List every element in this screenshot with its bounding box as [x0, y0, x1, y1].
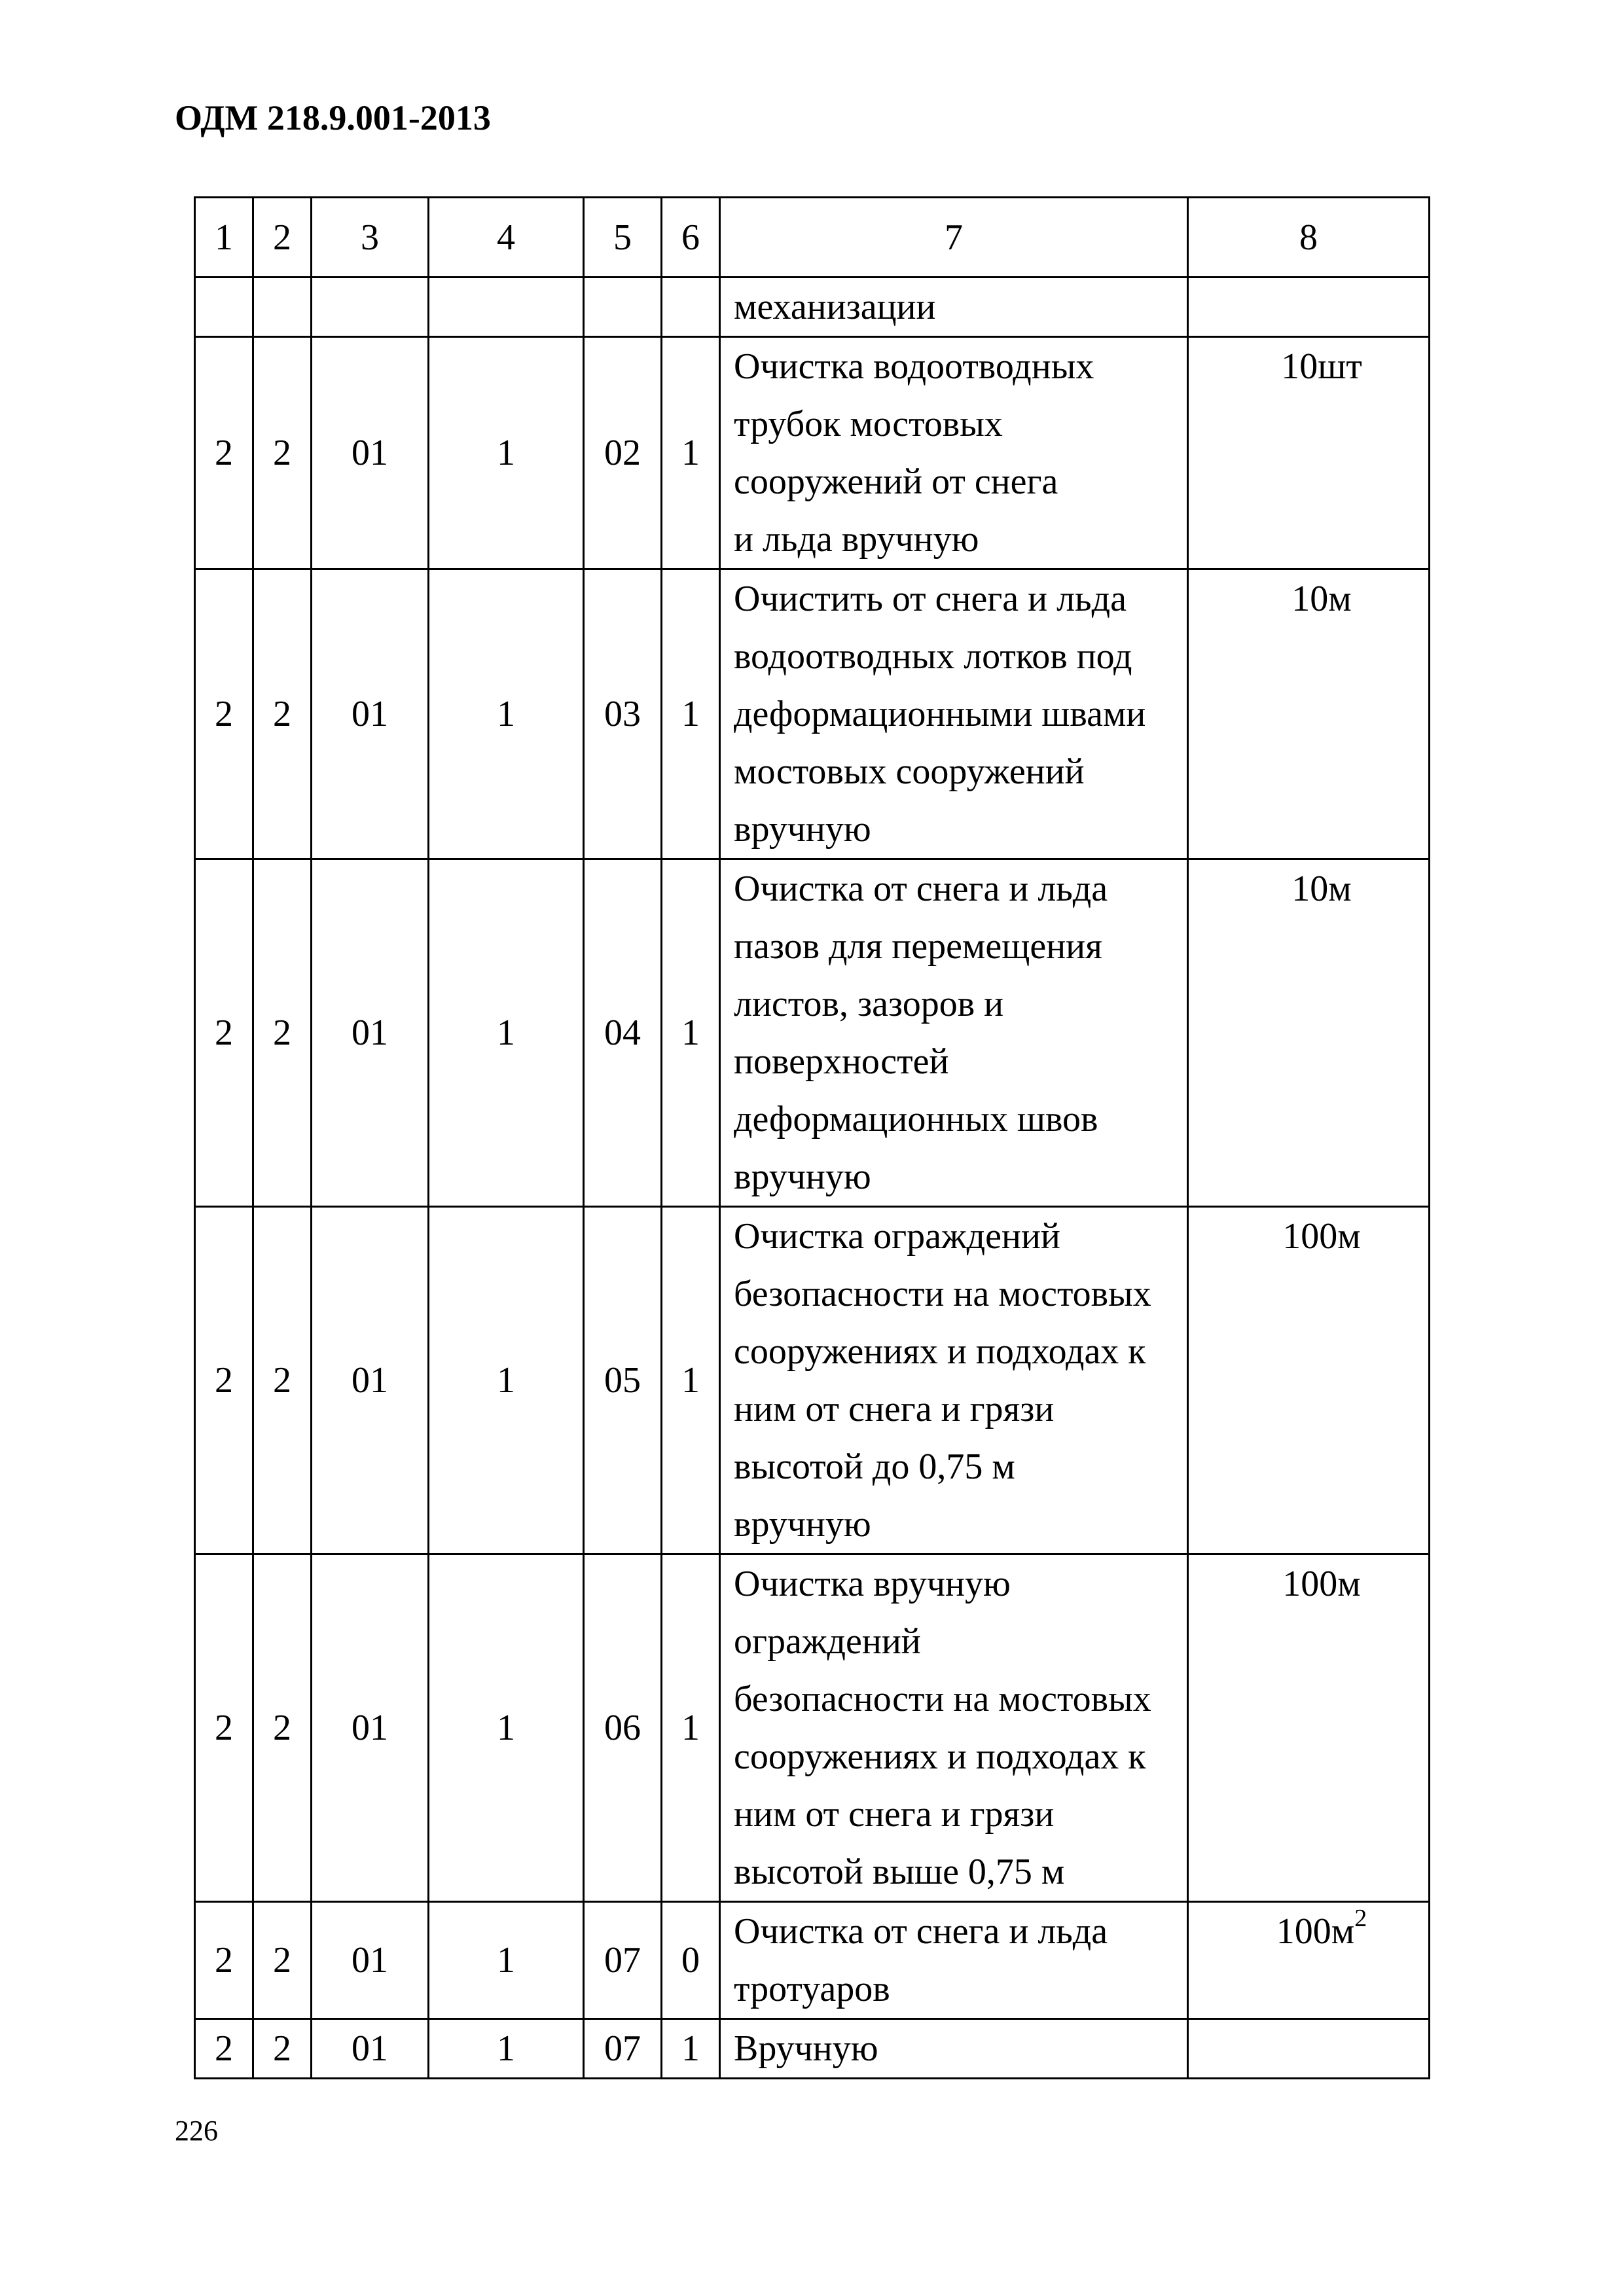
code-cell: 1	[662, 1554, 720, 1902]
code-cell: 05	[584, 1207, 662, 1554]
code-cell: 2	[195, 569, 253, 859]
page-number: 226	[175, 2115, 218, 2147]
description-line: высотой до 0,75 м	[734, 1446, 1015, 1487]
code-cell: 2	[253, 859, 312, 1207]
document-code: ОДМ 218.9.001-2013	[175, 98, 491, 137]
code-cell: 1	[429, 859, 584, 1207]
column-header: 5	[584, 198, 662, 278]
description-line: Очистка ограждений	[734, 1216, 1060, 1257]
description-line: механизации	[734, 287, 936, 327]
code-cell: 2	[195, 337, 253, 569]
code-cell: 1	[429, 1207, 584, 1554]
code-cell: 01	[312, 569, 429, 859]
column-header: 3	[312, 198, 429, 278]
description-line: мостовых сооружений	[734, 751, 1085, 792]
unit-cell	[1188, 278, 1430, 337]
code-cell: 01	[312, 1902, 429, 2019]
code-cell: 07	[584, 1902, 662, 2019]
code-cell: 04	[584, 859, 662, 1207]
table-row	[195, 859, 1430, 1207]
work-description-cell	[720, 2019, 1188, 2079]
unit-cell	[1188, 2019, 1430, 2079]
description-line: вручную	[734, 1504, 871, 1545]
code-cell: 1	[429, 2019, 584, 2079]
code-cell: 03	[584, 569, 662, 859]
description-line: высотой выше 0,75 м	[734, 1852, 1065, 1892]
work-description-cell	[720, 278, 1188, 337]
code-cell: 07	[584, 2019, 662, 2079]
column-header: 6	[662, 198, 720, 278]
unit-value: 100м	[1282, 1564, 1361, 1604]
description-line: вручную	[734, 1157, 871, 1197]
work-description-cell	[720, 1207, 1188, 1554]
description-line: ним от снега и грязи	[734, 1794, 1055, 1835]
description-line: Очистка от снега и льда	[734, 869, 1108, 909]
code-cell: 2	[195, 1902, 253, 2019]
work-description-cell	[720, 1554, 1188, 1902]
unit-value: 10м	[1291, 579, 1352, 619]
code-cell: 0	[662, 1902, 720, 2019]
code-cell: 1	[429, 569, 584, 859]
column-header: 8	[1188, 198, 1430, 278]
code-cell: 2	[195, 1207, 253, 1554]
code-cell: 1	[662, 859, 720, 1207]
code-cell: 2	[253, 2019, 312, 2079]
table-row	[195, 278, 1430, 337]
unit-cell	[1188, 569, 1430, 859]
code-cell: 02	[584, 337, 662, 569]
code-cell: 01	[312, 1554, 429, 1902]
code-cell	[429, 278, 584, 337]
description-line: деформационными швами	[734, 694, 1146, 734]
unit-cell	[1188, 859, 1430, 1207]
work-items-table	[194, 196, 1430, 2079]
description-line: пазов для перемещения	[734, 926, 1102, 967]
description-line: безопасности на мостовых	[734, 1679, 1151, 1719]
table-row	[195, 1554, 1430, 1902]
code-cell: 1	[429, 337, 584, 569]
work-description-cell	[720, 569, 1188, 859]
unit-cell	[1188, 1554, 1430, 1902]
description-line: тротуаров	[734, 1969, 890, 2009]
unit-cell	[1188, 1207, 1430, 1554]
column-header: 4	[429, 198, 584, 278]
table-row	[195, 1902, 1430, 2019]
description-line: ограждений	[734, 1621, 921, 1662]
code-cell: 2	[195, 1554, 253, 1902]
description-line: безопасности на мостовых	[734, 1274, 1151, 1314]
description-line: Очистка от снега и льда	[734, 1911, 1108, 1952]
description-line: сооружений от снега	[734, 461, 1058, 502]
unit-value: 10м	[1291, 869, 1352, 909]
code-cell: 1	[662, 569, 720, 859]
code-cell: 2	[195, 2019, 253, 2079]
unit-value: 10шт	[1281, 346, 1362, 387]
code-cell: 01	[312, 859, 429, 1207]
code-cell: 2	[195, 859, 253, 1207]
column-header: 2	[253, 198, 312, 278]
unit-cell	[1188, 1902, 1430, 2019]
code-cell: 01	[312, 1207, 429, 1554]
code-cell: 06	[584, 1554, 662, 1902]
description-line: поверхностей	[734, 1041, 949, 1082]
code-cell: 1	[662, 1207, 720, 1554]
table-row	[195, 569, 1430, 859]
code-cell	[253, 278, 312, 337]
description-line: сооружениях и подходах к	[734, 1331, 1146, 1372]
code-cell: 2	[253, 337, 312, 569]
work-description-cell	[720, 337, 1188, 569]
description-line: Вручную	[734, 2028, 878, 2069]
table-row	[195, 1207, 1430, 1554]
code-cell: 2	[253, 1902, 312, 2019]
description-line: Очистка вручную	[734, 1564, 1011, 1604]
work-description-cell	[720, 859, 1188, 1207]
code-cell	[312, 278, 429, 337]
unit-superscript: 2	[1354, 1905, 1367, 1933]
code-cell	[662, 278, 720, 337]
code-cell: 2	[253, 1207, 312, 1554]
description-line: трубок мостовых	[734, 404, 1003, 444]
code-cell: 1	[429, 1554, 584, 1902]
code-cell: 2	[253, 569, 312, 859]
description-line: вручную	[734, 809, 871, 850]
code-cell: 01	[312, 337, 429, 569]
table-header-row	[195, 198, 1430, 278]
column-header: 1	[195, 198, 253, 278]
work-description-cell	[720, 1902, 1188, 2019]
column-header: 7	[720, 198, 1188, 278]
description-line: Очистка водоотводных	[734, 346, 1094, 387]
code-cell: 01	[312, 2019, 429, 2079]
description-line: листов, зазоров и	[734, 984, 1004, 1024]
code-cell	[584, 278, 662, 337]
code-cell: 1	[662, 2019, 720, 2079]
unit-cell	[1188, 337, 1430, 569]
description-line: деформационных швов	[734, 1099, 1098, 1139]
code-cell: 2	[253, 1554, 312, 1902]
code-cell: 1	[662, 337, 720, 569]
description-line: Очистить от снега и льда	[734, 579, 1127, 619]
code-cell	[195, 278, 253, 337]
code-cell: 1	[429, 1902, 584, 2019]
unit-value: 100м	[1282, 1216, 1361, 1257]
table-row	[195, 337, 1430, 569]
description-line: и льда вручную	[734, 519, 979, 560]
description-line: ним от снега и грязи	[734, 1389, 1055, 1429]
description-line: водоотводных лотков под	[734, 636, 1132, 677]
unit-value: 100м	[1276, 1911, 1355, 1952]
description-line: сооружениях и подходах к	[734, 1736, 1146, 1777]
table-row	[195, 2019, 1430, 2079]
